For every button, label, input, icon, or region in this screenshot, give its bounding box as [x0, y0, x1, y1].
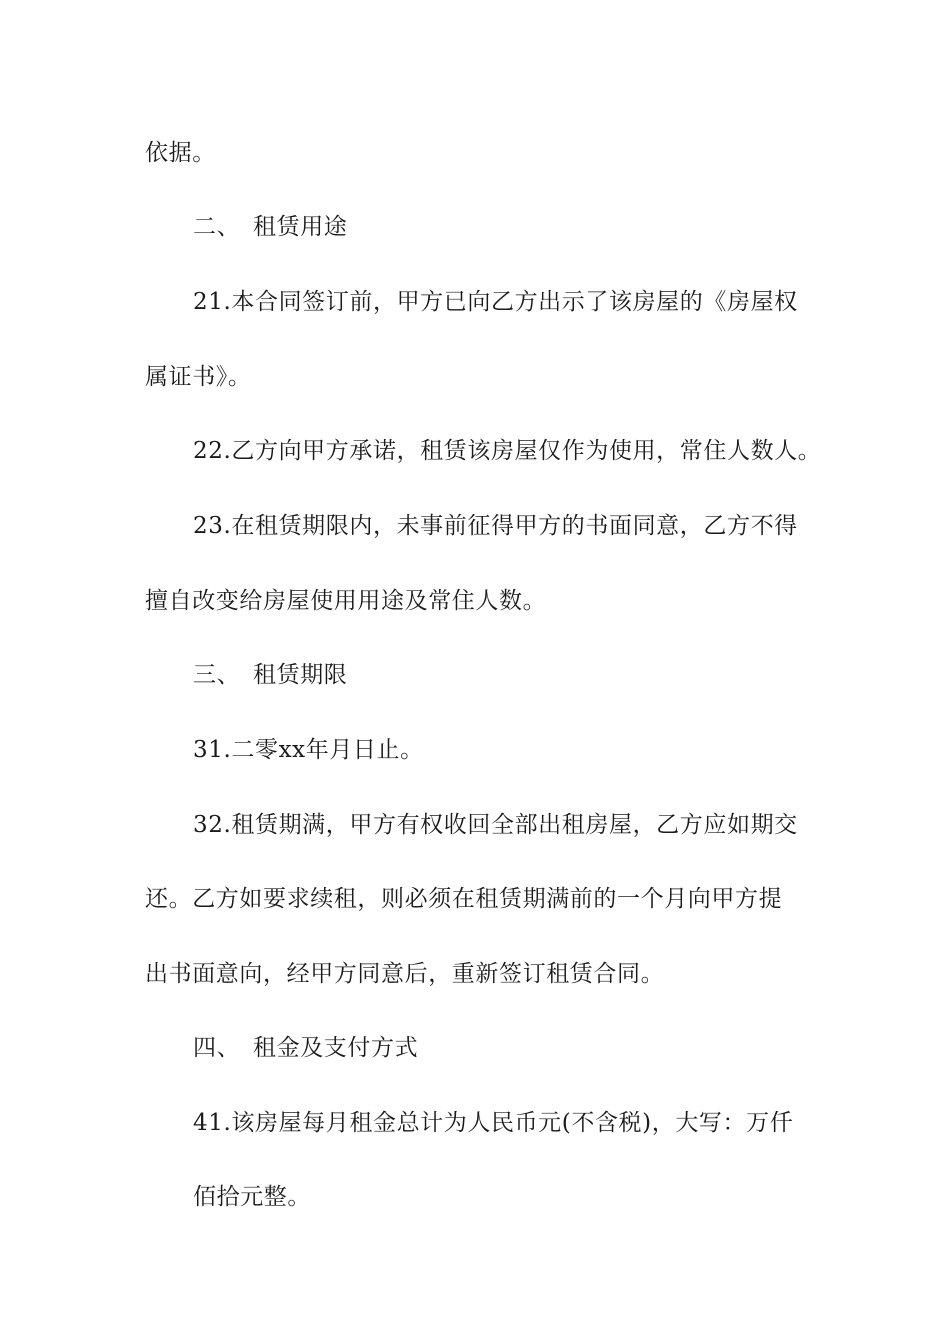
clause-4-1: 41.该房屋每月租金总计为人民币元(不含税)，大写：万仟: [193, 1110, 794, 1136]
clause-2-3: 23.在租赁期限内，未事前征得甲方的书面同意，乙方不得: [193, 513, 798, 539]
clause-2-2: 22.乙方向甲方承诺，租赁该房屋仅作为使用，常住人数人。: [193, 438, 822, 464]
paragraph-line: 属证书》。: [145, 364, 252, 390]
paragraph-line: 依据。: [145, 140, 216, 166]
paragraph-line: 出书面意向，经甲方同意后，重新签订租赁合同。: [145, 961, 665, 987]
paragraph-line: 擅自改变给房屋使用用途及常住人数。: [145, 588, 547, 614]
clause-2-1: 21.本合同签订前，甲方已向乙方出示了该房屋的《房屋权: [193, 289, 798, 315]
section-title: 租赁期限: [253, 662, 348, 688]
section-title: 租金及支付方式: [253, 1035, 419, 1061]
section-heading-4: [193, 1033, 418, 1063]
clause-3-2: 32.租赁期满，甲方有权收回全部出租房屋，乙方应如期交: [193, 812, 798, 838]
section-title: 租赁用途: [253, 214, 348, 240]
paragraph-line: 还。乙方如要求续租，则必须在租赁期满前的一个月向甲方提: [145, 886, 783, 912]
section-number: 四、: [193, 1035, 241, 1061]
clause-3-1: 31.二零xx年月日止。: [193, 737, 424, 763]
paragraph-line: 佰拾元整。: [193, 1184, 311, 1210]
section-number: 二、: [193, 214, 241, 240]
section-heading-2: [193, 212, 347, 242]
section-heading-3: [193, 660, 347, 690]
section-number: 三、: [193, 662, 241, 688]
